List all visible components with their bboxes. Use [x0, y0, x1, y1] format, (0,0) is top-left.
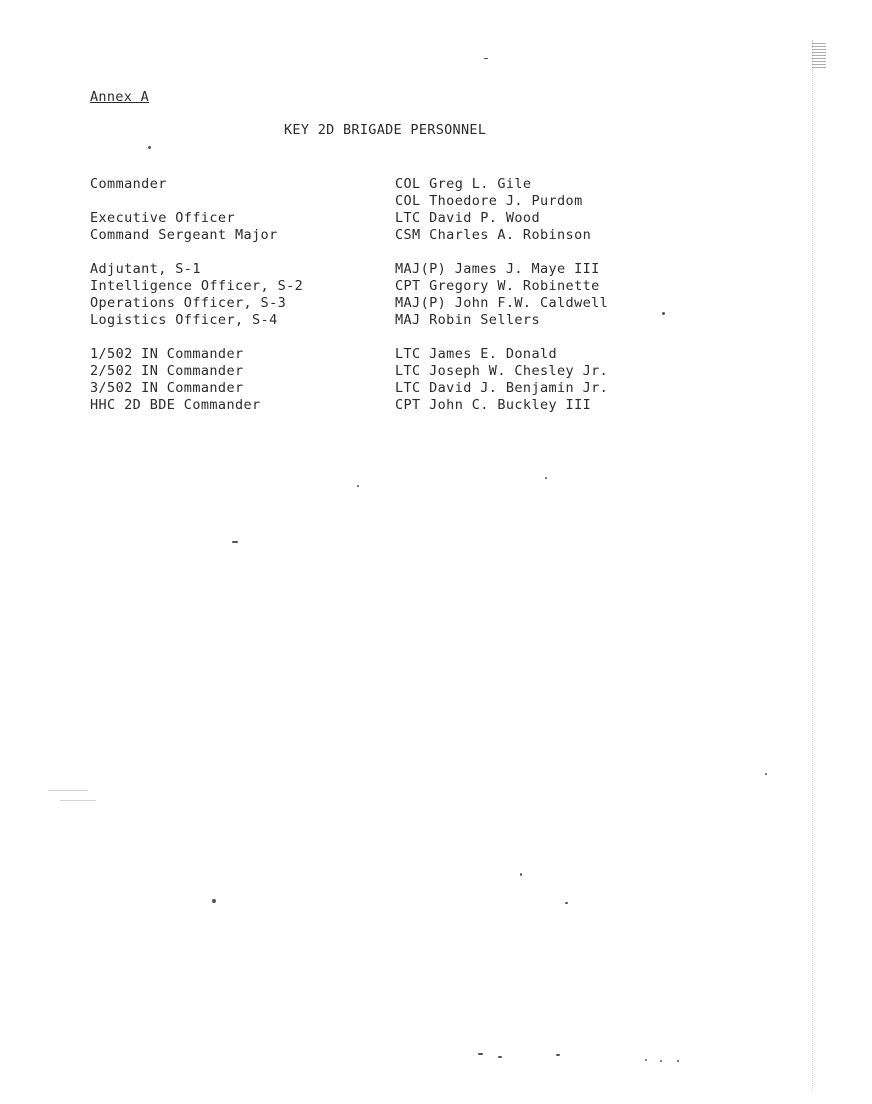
personnel-name: COL Greg L. Gile: [395, 176, 532, 192]
spacer: [90, 329, 303, 346]
personnel-name: MAJ(P) James J. Maye III: [395, 261, 600, 277]
personnel-name: CPT John C. Buckley III: [395, 397, 592, 413]
personnel-name: MAJ(P) John F.W. Caldwell: [395, 295, 609, 311]
position-column: [90, 176, 303, 414]
spacer: [90, 244, 303, 261]
spacer: [395, 329, 608, 346]
position-label: [90, 193, 303, 210]
position-label: Command Sergeant Major: [90, 227, 278, 243]
position-label: HHC 2D BDE Commander: [90, 397, 261, 413]
scan-speck: [148, 146, 151, 149]
scan-speck: [60, 800, 96, 801]
scan-margin-noise: [812, 40, 823, 1090]
scan-speck: [556, 1054, 560, 1056]
personnel-name: CPT Gregory W. Robinette: [395, 278, 600, 294]
page-title: KEY 2D BRIGADE PERSONNEL: [284, 122, 487, 138]
position-label: 2/502 IN Commander: [90, 363, 244, 379]
position-label: 3/502 IN Commander: [90, 380, 244, 396]
personnel-name: MAJ Robin Sellers: [395, 312, 540, 328]
scan-speck: [478, 1053, 483, 1055]
personnel-name: LTC David P. Wood: [395, 210, 540, 226]
position-label: Executive Officer: [90, 210, 235, 226]
scan-speck: [660, 1060, 662, 1062]
spacer: [395, 244, 608, 261]
position-label: Commander: [90, 176, 167, 192]
position-label: Operations Officer, S-3: [90, 295, 287, 311]
scan-speck: [677, 1060, 679, 1062]
scan-speck: [565, 902, 568, 904]
personnel-name: LTC Joseph W. Chesley Jr.: [395, 363, 609, 379]
scan-speck: [545, 477, 547, 479]
position-label: Intelligence Officer, S-2: [90, 278, 304, 294]
scan-speck: [662, 312, 665, 315]
scan-speck: [212, 899, 216, 903]
scan-mark: [812, 42, 826, 68]
personnel-name: COL Thoedore J. Purdom: [395, 193, 583, 209]
scan-speck: [357, 485, 359, 487]
scan-speck: [765, 773, 767, 775]
position-label: 1/502 IN Commander: [90, 346, 244, 362]
scan-speck: [498, 1056, 502, 1058]
scan-speck: [484, 58, 488, 59]
personnel-name: LTC David J. Benjamin Jr.: [395, 380, 609, 396]
personnel-column: [395, 176, 608, 414]
scan-speck: [48, 790, 88, 791]
position-label: Logistics Officer, S-4: [90, 312, 278, 328]
personnel-name: LTC James E. Donald: [395, 346, 558, 362]
scan-speck: [520, 873, 522, 876]
annex-heading: Annex A: [90, 89, 149, 105]
position-label: Adjutant, S-1: [90, 261, 201, 277]
scan-speck: [232, 541, 238, 543]
personnel-name: CSM Charles A. Robinson: [395, 227, 592, 243]
scan-speck: [645, 1059, 647, 1061]
